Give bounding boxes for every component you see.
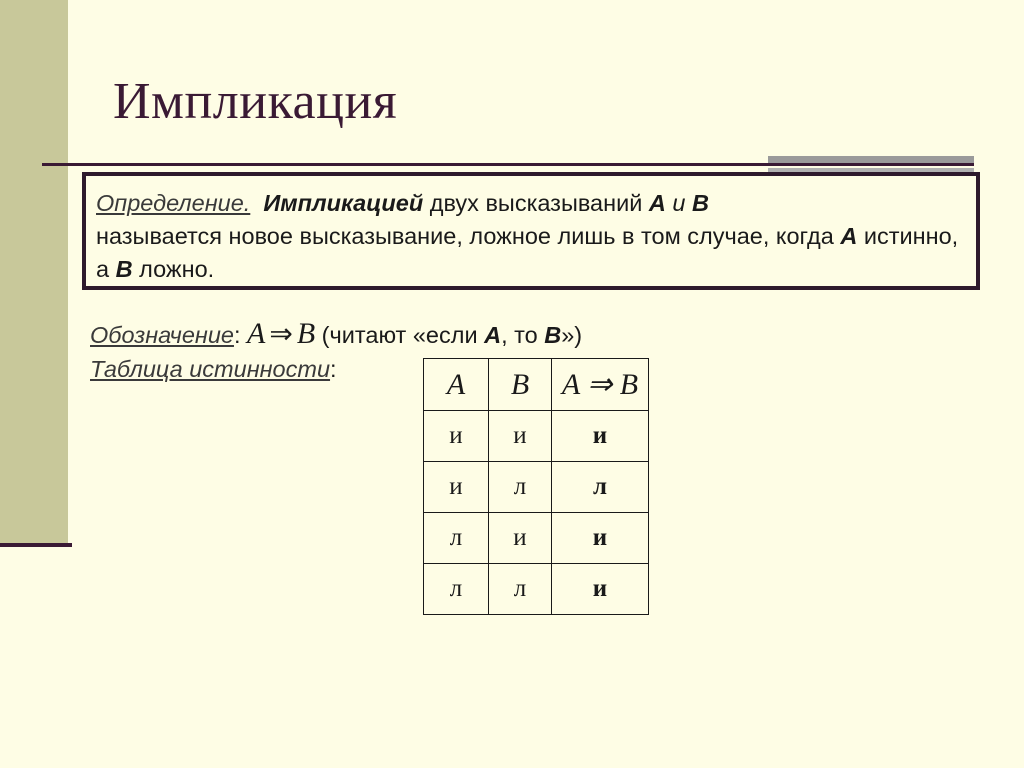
side-band-edge [0, 543, 72, 547]
cell-b: и [489, 513, 552, 564]
notation-read-prefix: (читают «если [315, 322, 485, 348]
notation-read-suffix: ») [561, 322, 583, 348]
title-rule [42, 163, 974, 166]
cell-a: и [424, 411, 489, 462]
cell-b: и [489, 411, 552, 462]
definition-var-a2: A [840, 223, 858, 249]
implies-icon: ⇒ [269, 319, 293, 350]
notation-formula [247, 317, 315, 350]
cell-b: л [489, 462, 552, 513]
formula-a: A [247, 317, 266, 350]
cell-a: л [424, 513, 489, 564]
cell-result: и [552, 564, 649, 615]
notation-colon: : [233, 322, 241, 348]
cell-result: л [552, 462, 649, 513]
formula-b: B [296, 317, 316, 350]
cell-a: л [424, 564, 489, 615]
definition-term: Импликацией [263, 190, 424, 216]
header-cell-a: A [424, 359, 489, 411]
definition-and: и [665, 190, 693, 216]
definition-label: Определение. [96, 190, 251, 216]
truth-table-caption [90, 353, 337, 386]
definition-var-b2: B [115, 256, 133, 282]
definition-text-4: ложно. [132, 256, 215, 282]
definition-text-1: двух высказываний [423, 190, 649, 216]
definition-text [96, 187, 966, 286]
notation-read-b: B [544, 322, 562, 348]
table-row [424, 462, 649, 513]
notation-read-a: A [484, 322, 502, 348]
table-row [424, 564, 649, 615]
slide-title: Импликация [113, 73, 398, 130]
definition-text-3: истинно, а [96, 223, 959, 282]
definition-text-2: называется новое высказывание, ложное лишь в том случае, когда [96, 223, 841, 249]
header-cell-b: B [489, 359, 552, 411]
side-band [0, 0, 68, 546]
table-row [424, 411, 649, 462]
definition-box [82, 172, 980, 290]
truth-table-header-row [424, 359, 649, 411]
cell-b: л [489, 564, 552, 615]
notation-label: Обозначение [90, 322, 234, 348]
notation-line [90, 317, 582, 352]
cell-result: и [552, 513, 649, 564]
truth-table-label: Таблица истинности [90, 356, 331, 382]
table-row [424, 513, 649, 564]
truth-table-colon: : [330, 356, 337, 382]
cell-result: и [552, 411, 649, 462]
truth-table [423, 358, 649, 615]
header-cell-implication: A ⇒ B [552, 359, 649, 411]
definition-var-a: A [648, 190, 666, 216]
cell-a: и [424, 462, 489, 513]
notation-read-mid: , то [501, 322, 545, 348]
definition-var-b: B [692, 190, 709, 216]
